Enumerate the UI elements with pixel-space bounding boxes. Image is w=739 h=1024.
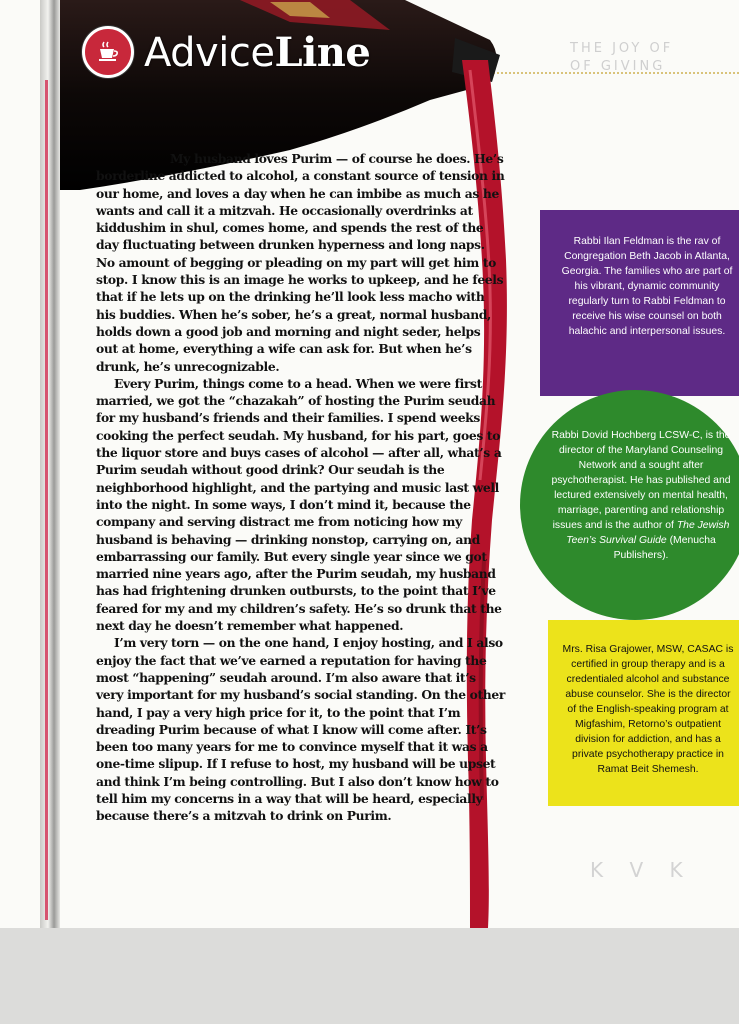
- page-spine: [40, 0, 60, 928]
- bio-box-grajower: [548, 620, 739, 806]
- bio-text-grajower: Mrs. Risa Grajower, MSW, CASAC is certified in group therapy and is a credentialed alcohol and substance abuse counselor. She is the director of the English-speaking program at Migfashim, Retorno’s outpatient division for addiction, and has a private psychotherapy practice in Ramat Beit Shemesh.: [562, 644, 734, 775]
- reader-letter: [96, 150, 506, 825]
- title-advice: Advice: [144, 29, 275, 76]
- scanner-background: [0, 928, 739, 1024]
- bio-hochberg-book: The Jewish Teen’s Survival Guide: [566, 520, 730, 546]
- letter-paragraph-3: I’m very torn — on the one hand, I enjoy hosting, and I also enjoy the fact that we’ve earned a reputation for having the most “happening” seudah around. I’m also aware that it’s very important for my husband’s social standing. On the other hand, I pay a very high price for it, to the point that I’m dreading Purim because of what I know will come after. It’s been too many years for me to convince myself that it was a one-time slipup. If I refuse to host, my husband will be upset and think I’m being controlling. But I also don’t know how to tell him my concerns in a way that will be heard, especially because there’s a mitzvah to drink on Purim.: [96, 635, 505, 824]
- bio-text-hochberg: [550, 428, 732, 563]
- bio-box-feldman: [540, 210, 739, 396]
- ghost-line-2: OF GIVING: [570, 59, 666, 74]
- title-line: Line: [274, 28, 371, 76]
- bio-circle-hochberg: [520, 390, 739, 620]
- faint-facing-page-letters: K V K: [590, 858, 693, 882]
- letter-paragraph-2: Every Purim, things come to a head. When we were first married, we got the “chazakah” of hosting the Purim seudah for my husband’s friends and their families. I spend weeks cooking the perfect seudah. My husband, for his part, goes to the liquor store and buys cases of alcohol — after all, what’s a Purim seudah without good drink? Our seudah is the neighborhood highlight, and the partying and music last well into the night. In some ways, I don’t mind it, because the company and serving distract me from noticing how my husband is behaving — drinking nonstop, carrying on, and embarrassing our family. But every single year since we got married nine years ago, after the Purim seudah, my husband has had frightening drunken outbursts, to the point that I’ve feared for my and my children’s safety. He’s so drunk that the next day he doesn’t remember what happened.: [96, 375, 502, 634]
- bio-hochberg-publisher: (Menucha Publishers).: [613, 535, 716, 561]
- section-header: [82, 26, 370, 78]
- section-title: [144, 29, 370, 76]
- letter-paragraph-1: [96, 150, 506, 375]
- bio-text-feldman: Rabbi Ilan Feldman is the rav of Congregation Beth Jacob in Atlanta, Georgia. The families who are part of his vibrant, dynamic community regularly turn to Rabbi Feldman to receive his wise counsel on both halachic and interpersonal issues.: [561, 236, 733, 337]
- coffee-cup-icon: [82, 26, 134, 78]
- ghost-line-1: THE JOY OF: [570, 41, 674, 56]
- letter-paragraph-1-text: My husband loves Purim — of course he does. He’s borderline addicted to alcohol, a constant source of tension in our home, and loves a day when he can imbibe as much as he wants and call it a mitzvah. He occasionally overdrinks at kiddushim in shul, comes home, and spends the rest of the day fluctuating between drunken hyperness and long naps. No amount of begging or pleading on my part will get him to stop. I know this is an image he works to upkeep, and he feels that if he lets up on the drinking he’ll look less macho with his buddies. When he’s sober, he’s a great, normal husband, holds down a good job and morning and night seder, helps out at home, everything a wife can ask for. But when he’s drunk, he’s unrecognizable.: [96, 151, 505, 374]
- bio-hochberg-main: Rabbi Dovid Hochberg LCSW-C, is the director of the Maryland Counseling Network and a sought after psychotherapist. He has published and lectured extensively on mental health, marriage, parenting and relationship issues and is the author of: [551, 430, 731, 531]
- margin-rule: [45, 80, 48, 920]
- faint-facing-page-title: [570, 40, 673, 76]
